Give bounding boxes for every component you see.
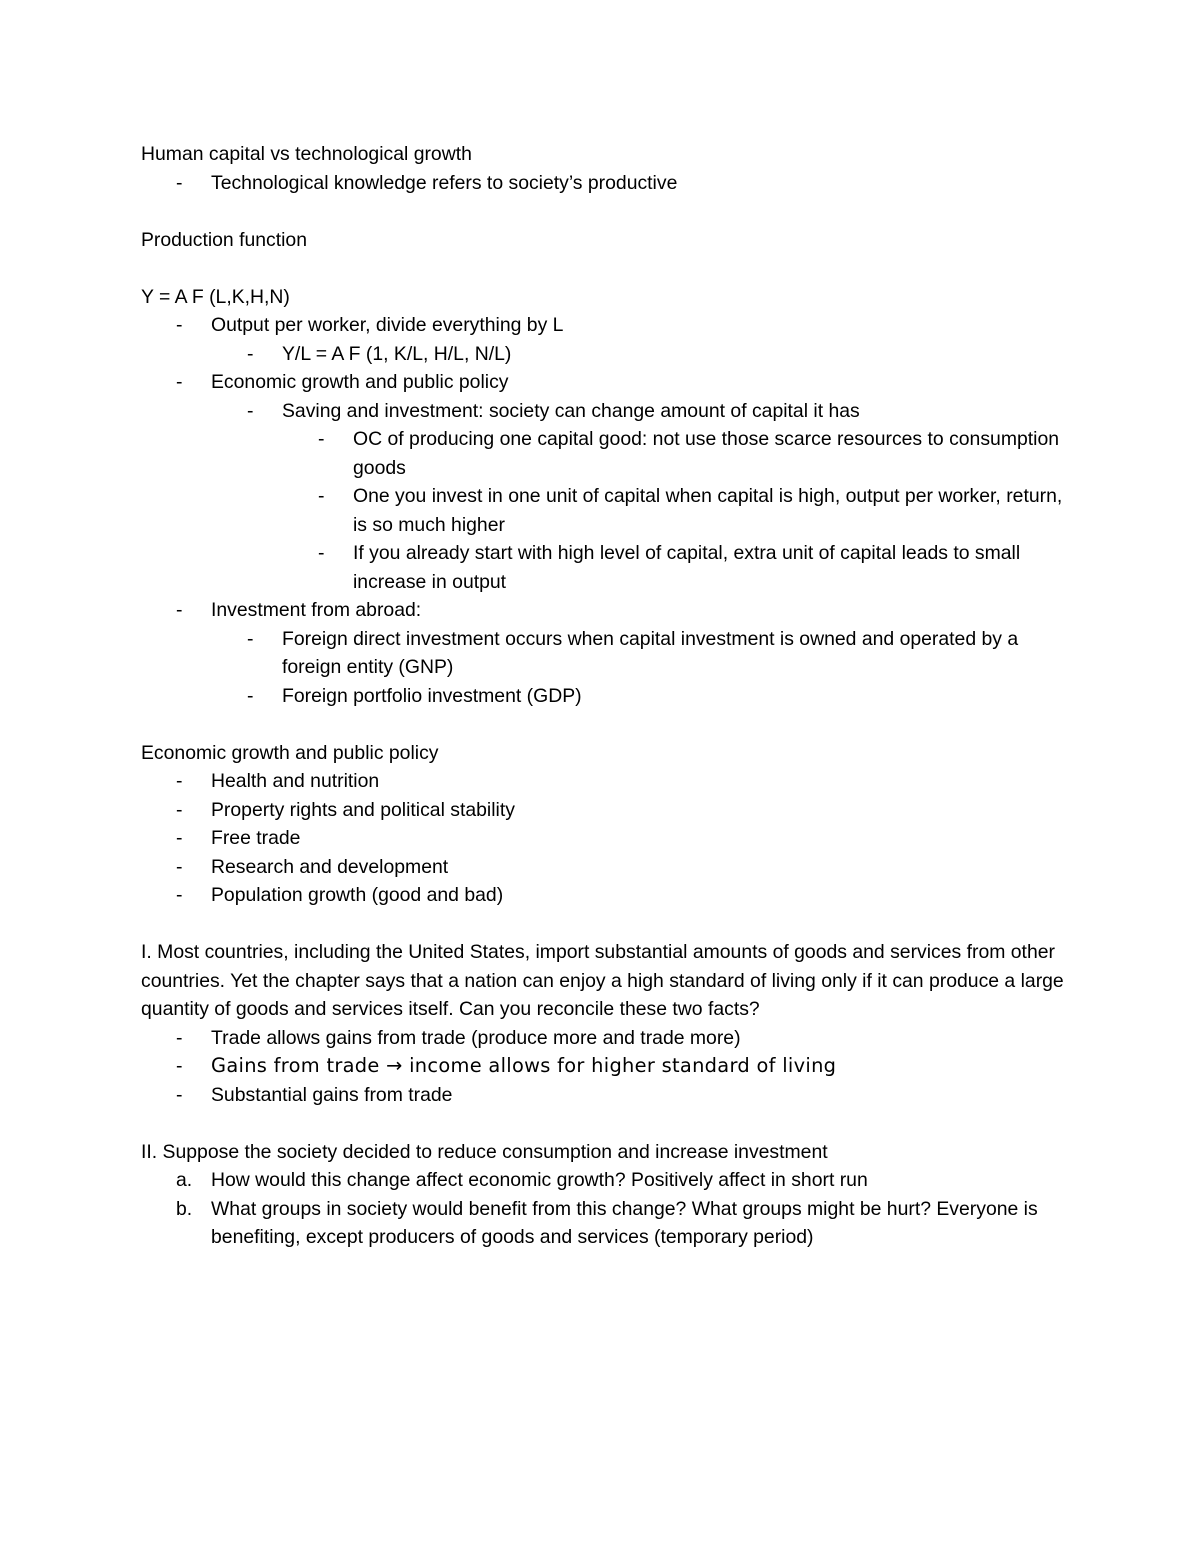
- bullet-dash: -: [318, 485, 325, 507]
- list-item-text: Foreign portfolio investment (GDP): [282, 684, 582, 707]
- section-heading-human-capital: Human capital vs technological growth: [141, 143, 472, 165]
- list-item-text: Property rights and political stability: [211, 798, 515, 821]
- bullet-dash: -: [176, 1026, 183, 1049]
- list-item-text: Health and nutrition: [211, 770, 380, 792]
- list-item: [176, 1024, 1071, 1053]
- list-item-text: Investment from abroad:: [211, 599, 422, 621]
- list-item: [247, 625, 1071, 682]
- list-item-text: Saving and investment: society can change amount of capital it has: [282, 399, 860, 422]
- list-marker-b: b.: [176, 1197, 193, 1220]
- bullet-dash: -: [318, 542, 325, 564]
- bullet-dash: -: [247, 627, 254, 650]
- list-item: [176, 1081, 1071, 1110]
- list-item-text: Foreign direct investment occurs when capital investment is owned and operated by a foreign entity (GNP): [282, 627, 1019, 678]
- bullet-dash: -: [247, 342, 254, 365]
- bullet-dash: -: [247, 399, 254, 422]
- list-marker-a: a.: [176, 1169, 193, 1191]
- bullet-dash: -: [176, 371, 183, 393]
- bullet-dash: -: [176, 884, 183, 906]
- list-item: [176, 169, 1071, 198]
- bullet-dash: -: [176, 599, 183, 621]
- bullet-dash: -: [176, 770, 183, 792]
- list-item: [318, 482, 1071, 539]
- list-item: [176, 767, 1071, 796]
- list-item: [176, 796, 1071, 825]
- spacer: [141, 710, 1071, 739]
- list-item: [247, 682, 1071, 711]
- list-item-text: Economic growth and public policy: [211, 371, 509, 393]
- list-item: [318, 539, 1071, 596]
- list-item: [176, 596, 1071, 625]
- list-item: [247, 340, 1071, 369]
- list-item-text: Research and development: [211, 855, 449, 878]
- document-page: [141, 140, 1071, 1252]
- list-item-text: If you already start with high level of capital, extra unit of capital leads to small increase in output: [353, 542, 1021, 593]
- list-item: [176, 824, 1071, 853]
- spacer: [141, 254, 1071, 283]
- section-heading-growth-policy: Economic growth and public policy: [141, 741, 439, 764]
- bullet-dash: -: [176, 855, 183, 878]
- list-item-text: Population growth (good and bad): [211, 884, 504, 906]
- bullet-dash: -: [176, 171, 183, 194]
- section-heading-production-function: Production function: [141, 228, 308, 251]
- list-item-text: One you invest in one unit of capital when capital is high, output per worker, return, is so much higher: [353, 485, 1063, 536]
- list-item: [176, 853, 1071, 882]
- bullet-dash: -: [247, 684, 254, 707]
- list-item-text: How would this change affect economic growth? Positively affect in short run: [211, 1169, 868, 1191]
- list-item-text: Technological knowledge refers to society’s productive: [211, 171, 678, 194]
- list-item: [318, 425, 1071, 482]
- list-item-text: Trade allows gains from trade (produce more and trade more): [211, 1026, 741, 1049]
- bullet-dash: -: [176, 1083, 183, 1106]
- bullet-dash: -: [176, 798, 183, 821]
- list-item: [176, 368, 1071, 397]
- bullet-dash: -: [176, 827, 183, 849]
- question-two-text: II. Suppose the society decided to reduce consumption and increase investment: [141, 1140, 828, 1163]
- list-item: [176, 881, 1071, 910]
- list-item: [176, 311, 1071, 340]
- list-item-text: Y/L = A F (1, K/L, H/L, N/L): [282, 342, 512, 365]
- spacer: [141, 910, 1071, 939]
- spacer: [141, 197, 1071, 226]
- list-item-text: Free trade: [211, 827, 301, 849]
- production-equation: Y = A F (L,K,H,N): [141, 285, 290, 308]
- list-item: [176, 1195, 1071, 1252]
- list-item: [247, 397, 1071, 426]
- list-item-text: Substantial gains from trade: [211, 1083, 453, 1106]
- list-item-text: OC of producing one capital good: not use those scarce resources to consumption goods: [353, 428, 1060, 479]
- list-item: [176, 1052, 1071, 1081]
- question-one-text: I. Most countries, including the United States, import substantial amounts of goods and services from other countries. Yet the chapter says that a nation can enjoy a high standard of living only if it can produce a large quantity of goods and services itself. Can you reconcile these two facts?: [141, 941, 1064, 1020]
- list-item: [176, 1166, 1071, 1195]
- list-item-text: Gains from trade → income allows for higher standard of living: [211, 1054, 837, 1077]
- bullet-dash: -: [176, 1055, 183, 1077]
- list-item-text: Output per worker, divide everything by L: [211, 314, 564, 336]
- spacer: [141, 1109, 1071, 1138]
- bullet-dash: -: [176, 314, 183, 336]
- bullet-dash: -: [318, 428, 325, 450]
- list-item-text: What groups in society would benefit from this change? What groups might be hurt? Everyone is benefiting, except producers of goods and services (temporary period): [211, 1197, 1038, 1248]
